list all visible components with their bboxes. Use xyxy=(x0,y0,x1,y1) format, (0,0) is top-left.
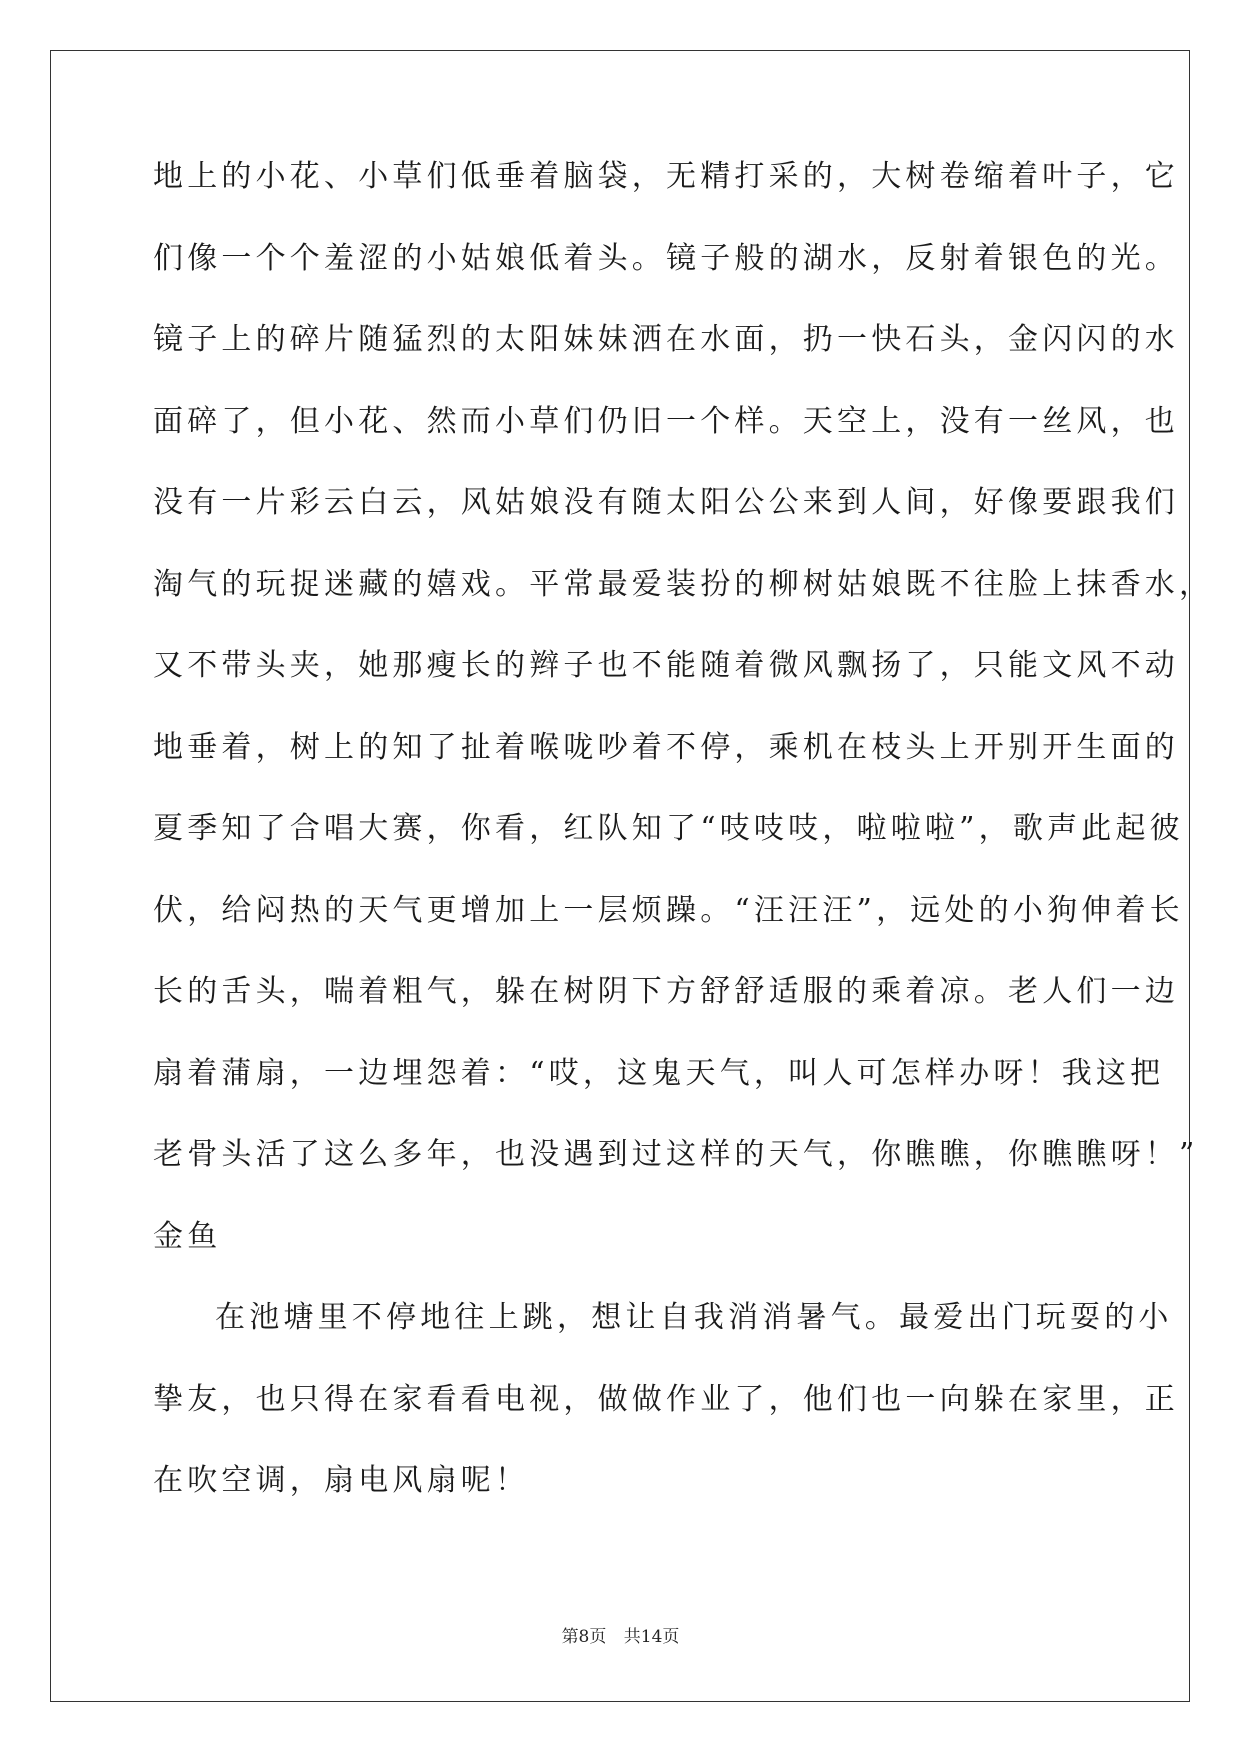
page-footer xyxy=(0,1622,1241,1647)
text-line: 伏，给闷热的天气更增加上一层烦躁。“汪汪汪”，远处的小狗伸着长 xyxy=(153,892,1184,928)
page-total: 共14页 xyxy=(623,1627,680,1647)
text-line: 老骨头活了这么多年，也没遇到过这样的天气，你瞧瞧，你瞧瞧呀！” xyxy=(153,1137,1199,1172)
text-line: 面碎了，但小花、然而小草们仍旧一个样。天空上，没有一丝风，也 xyxy=(153,403,1179,439)
text-line: 地垂着，树上的知了扯着喉咙吵着不停，乘机在枝头上开别开生面的 xyxy=(153,729,1179,765)
text-line: 淘气的玩捉迷藏的嬉戏。平常最爱装扮的柳树姑娘既不往脸上抹香水， xyxy=(153,566,1214,602)
page-number: 第8页 xyxy=(561,1627,607,1647)
text-line: 地上的小花、小草们低垂着脑袋，无精打采的，大树卷缩着叶子，它 xyxy=(153,159,1179,194)
text-line: 在池塘里不停地往上跳，想让自我消消暑气。最爱出门玩耍的小 xyxy=(215,1300,1173,1335)
text-line: 挚友，也只得在家看看电视，做做作业了，他们也一向躲在家里，正 xyxy=(153,1381,1179,1417)
text-line: 镜子上的碎片随猛烈的太阳妹妹洒在水面，扔一快石头，金闪闪的水 xyxy=(153,322,1179,357)
text-line: 又不带头夹，她那瘦长的辫子也不能随着微风飘扬了，只能文风不动 xyxy=(153,648,1179,683)
text-line: 金鱼 xyxy=(153,1218,222,1254)
text-line: 扇着蒲扇，一边埋怨着：“哎，这鬼天气，叫人可怎样办呀！我这把 xyxy=(153,1055,1165,1091)
text-line: 夏季知了合唱大赛，你看，红队知了“吱吱吱，啦啦啦”，歌声此起彼 xyxy=(153,811,1184,846)
text-line: 们像一个个羞涩的小姑娘低着头。镜子般的湖水，反射着银色的光。 xyxy=(153,240,1179,276)
text-line: 长的舌头，喘着粗气，躲在树阴下方舒舒适服的乘着凉。老人们一边 xyxy=(153,974,1179,1009)
text-line: 没有一片彩云白云，风姑娘没有随太阳公公来到人间，好像要跟我们 xyxy=(153,485,1179,520)
text-line: 在吹空调，扇电风扇呢！ xyxy=(153,1463,530,1498)
document-body xyxy=(153,159,1214,1548)
